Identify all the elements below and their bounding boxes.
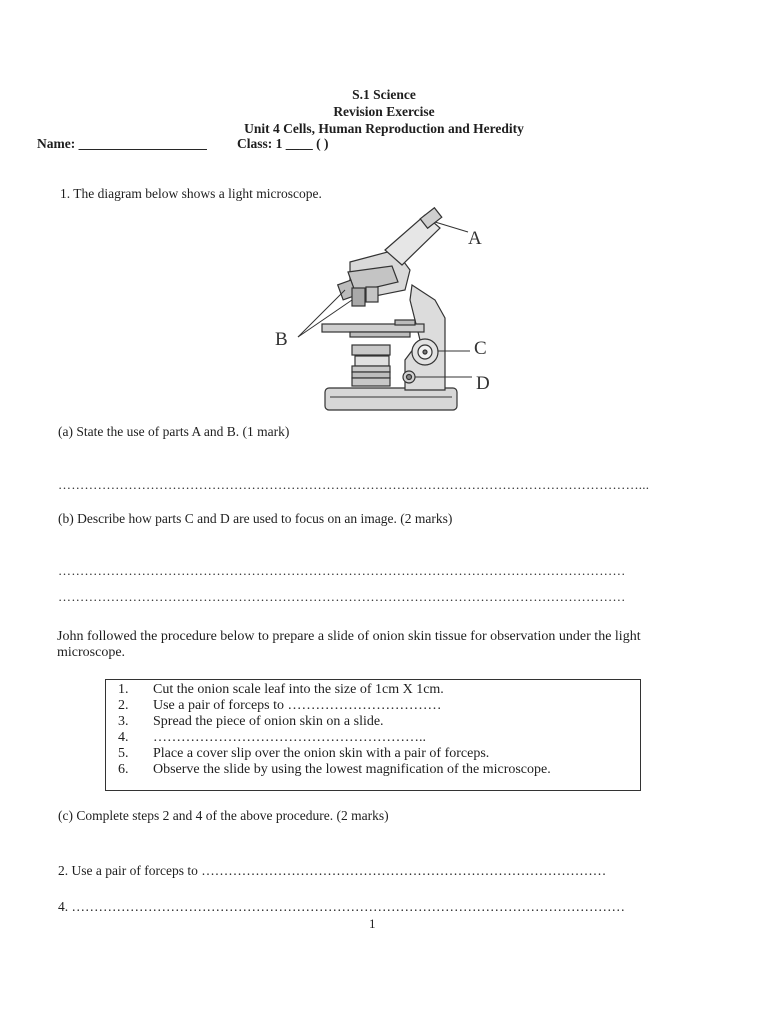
label-c: C xyxy=(474,338,487,359)
name-field: Name: ___________________ xyxy=(37,136,207,151)
label-b: B xyxy=(275,329,288,350)
procedure-box xyxy=(105,679,641,791)
title-exercise: Revision Exercise xyxy=(333,104,435,119)
procedure-step: 1. Cut the onion scale leaf into the size of 1cm X 1cm. xyxy=(118,682,444,697)
procedure-intro-line1: John followed the procedure below to prepare a slide of onion skin tissue for observation under the light xyxy=(57,629,641,644)
procedure-step: 3. Spread the piece of onion skin on a slide. xyxy=(118,714,384,729)
procedure-intro-line2: microscope. xyxy=(57,645,126,660)
label-d: D xyxy=(476,373,490,394)
question-1-intro: 1. The diagram below shows a light microscope. xyxy=(60,186,322,201)
title-subject: S.1 Science xyxy=(352,87,416,102)
procedure-step: 5. Place a cover slip over the onion skin with a pair of forceps. xyxy=(118,746,490,761)
title-unit: Unit 4 Cells, Human Reproduction and Heredity xyxy=(244,121,524,136)
procedure-step: 4. ………………………………………………….. xyxy=(118,730,426,745)
answer-line-1b-1: ………………………………………………………………………………………………………………… xyxy=(58,563,626,578)
class-field: Class: 1 ____ ( ) xyxy=(237,136,329,151)
question-1a: (a) State the use of parts A and B. (1 mark) xyxy=(58,424,290,439)
answer-line-step-4: 4. …………………………………………………………………………………………………………… xyxy=(58,899,625,914)
procedure-step: 6. Observe the slide by using the lowest magnification of the microscope. xyxy=(118,762,551,777)
procedure-step: 2. Use a pair of forceps to …………………………… xyxy=(118,698,442,713)
answer-line-1a: ……………………………………………………………………………………………………………………... xyxy=(58,477,650,492)
label-a: A xyxy=(468,228,482,249)
question-1c: (c) Complete steps 2 and 4 of the above procedure. (2 marks) xyxy=(58,808,389,823)
question-1b: (b) Describe how parts C and D are used to focus on an image. (2 marks) xyxy=(58,511,453,526)
answer-line-step-2: 2. Use a pair of forceps to ……………………………………………………………………………… xyxy=(58,863,607,878)
page-number: 1 xyxy=(369,916,376,931)
answer-line-1b-2: ………………………………………………………………………………………………………………… xyxy=(58,589,626,604)
